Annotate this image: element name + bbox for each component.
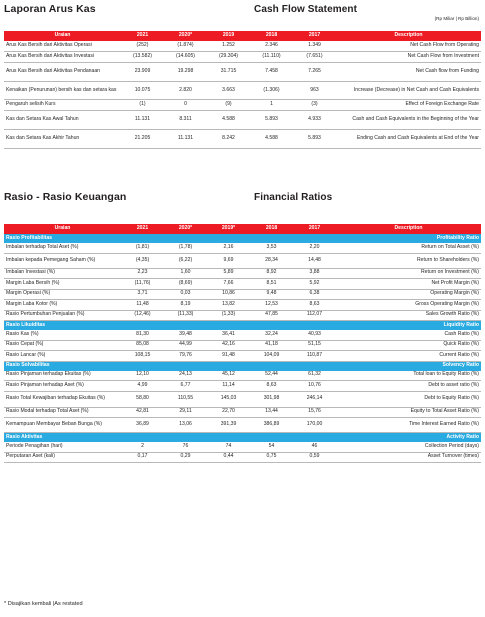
cell-value: 31.715 [207, 63, 250, 82]
column-header: 2020* [164, 224, 207, 234]
cell-value: 11.131 [121, 111, 164, 130]
cell-value: (11,33) [164, 310, 207, 321]
cell-value: 54 [250, 442, 293, 452]
table-row [4, 279, 481, 290]
cell-value: 29,11 [164, 407, 207, 418]
cell-value: 0,59 [293, 452, 336, 463]
cell-value: (12,46) [121, 310, 164, 321]
cell-value: 7,66 [207, 279, 250, 290]
cell-value: 2,23 [121, 268, 164, 279]
cell-value: (11.110) [250, 52, 293, 63]
cell-value: 11.131 [164, 130, 207, 149]
row-label: Rasio Modal terhadap Total Aset (%) [4, 407, 121, 418]
row-description: Operating Margin (%) [336, 289, 481, 300]
cell-value: (7.651) [293, 52, 336, 63]
ratios-body [4, 234, 481, 463]
cell-value: 14,48 [293, 253, 336, 268]
cell-value: 23.909 [121, 63, 164, 82]
row-label: Imbalan terhadap Total Aset (%) [4, 243, 121, 253]
column-header: Uraian [4, 31, 121, 41]
table-row [4, 330, 481, 340]
row-label: Kas dan Setara Kas Akhir Tahun [4, 130, 121, 149]
group-name-en: Solvency Ratio [336, 361, 481, 371]
row-label: Pengaruh selisih Kurs [4, 100, 121, 111]
table-row [4, 82, 481, 100]
row-description: Gross Operating Margin (%) [336, 300, 481, 311]
cell-value: 3,53 [250, 243, 293, 253]
row-label: Imbalan kepada Pemegang Saham (%) [4, 253, 121, 268]
table-row [4, 41, 481, 52]
cell-value: (4,35) [121, 253, 164, 268]
unit-note: (Rp Miliar | Rp Billion) [434, 16, 479, 21]
cell-value: 24,13 [164, 371, 207, 381]
cell-value: (1,81) [121, 243, 164, 253]
table-row [4, 452, 481, 463]
cell-value: 44,99 [164, 340, 207, 351]
row-description: Equity to Total Asset Ratio (%) [336, 407, 481, 418]
cell-value: 4.933 [293, 111, 336, 130]
ratios-table [4, 224, 481, 463]
cell-value: 8.242 [207, 130, 250, 149]
cell-value: (6,22) [164, 253, 207, 268]
table-row [4, 52, 481, 63]
row-description: Collection Period (days) [336, 442, 481, 452]
cell-value: 112,07 [293, 310, 336, 321]
table-row [4, 340, 481, 351]
cell-value: 10.075 [121, 82, 164, 100]
column-header: Description [336, 224, 481, 234]
cell-value: (13.582) [121, 52, 164, 63]
cell-value: 22,70 [207, 407, 250, 418]
cell-value: 5,92 [293, 279, 336, 290]
group-name-en: Liquidity Ratio [336, 321, 481, 331]
table-row [4, 351, 481, 362]
cell-value: 11,14 [207, 381, 250, 392]
table-row [4, 100, 481, 111]
cell-value: 28,34 [250, 253, 293, 268]
group-name-id: Rasio Solvabilitas [4, 361, 336, 371]
cell-value: 8,92 [250, 268, 293, 279]
cell-value: 1 [250, 100, 293, 111]
cell-value: 79,76 [164, 351, 207, 362]
ratio-group-header [4, 234, 481, 243]
row-description: Return to Shareholders (%) [336, 253, 481, 268]
cell-value: 9,69 [207, 253, 250, 268]
table-row [4, 289, 481, 300]
group-name-id: Rasio Likuiditas [4, 321, 336, 331]
table-row [4, 253, 481, 268]
table-row [4, 407, 481, 418]
cell-value: 1.252 [207, 41, 250, 52]
row-description: Quick Ratio (%) [336, 340, 481, 351]
ratios-header-row [4, 224, 481, 234]
cell-value: 0,03 [164, 289, 207, 300]
row-description: Current Ratio (%) [336, 351, 481, 362]
cell-value: 104,09 [250, 351, 293, 362]
row-description: Debt to asset ratio (%) [336, 381, 481, 392]
column-header: 2019 [207, 31, 250, 41]
group-name-id: Rasio Profitabilitas [4, 234, 336, 243]
cell-value: 3,88 [293, 268, 336, 279]
cell-value: 10,86 [207, 289, 250, 300]
ratio-group-header [4, 361, 481, 371]
cell-value: 3.663 [207, 82, 250, 100]
cell-value: 8.311 [164, 111, 207, 130]
group-name-id: Rasio Aktivitas [4, 433, 336, 443]
cell-value: 170,00 [293, 418, 336, 433]
row-description: Net Cash flow from Funding [336, 63, 481, 82]
cell-value: (1.874) [164, 41, 207, 52]
cell-value: 19.298 [164, 63, 207, 82]
cell-value: (8,69) [164, 279, 207, 290]
table-row [4, 243, 481, 253]
ratios-title-en: Financial Ratios [254, 192, 333, 203]
cell-value: 3,71 [121, 289, 164, 300]
cell-value: 386,89 [250, 418, 293, 433]
row-label: Margin Operasi (%) [4, 289, 121, 300]
cell-value: 12,10 [121, 371, 164, 381]
cell-value: (14.605) [164, 52, 207, 63]
cell-value: 39,48 [164, 330, 207, 340]
table-row [4, 130, 481, 149]
row-label: Margin Laba Bersih (%) [4, 279, 121, 290]
cell-value: (11,76) [121, 279, 164, 290]
cell-value: 2,20 [293, 243, 336, 253]
column-header: 2017 [293, 224, 336, 234]
cell-value: 32,24 [250, 330, 293, 340]
cell-value: 8,63 [250, 381, 293, 392]
cell-value: 91,48 [207, 351, 250, 362]
row-description: Debt to Equity Ratio (%) [336, 391, 481, 407]
table-row [4, 310, 481, 321]
cell-value: 8,19 [164, 300, 207, 311]
column-header: 2019* [207, 224, 250, 234]
cell-value: 6,38 [293, 289, 336, 300]
ratios-title-id: Rasio - Rasio Keuangan [4, 191, 127, 203]
cell-value: 42,16 [207, 340, 250, 351]
row-description: Ending Cash and Cash Equivalents at End of the Year [336, 130, 481, 149]
cell-value: (1.306) [250, 82, 293, 100]
cell-value: 45,12 [207, 371, 250, 381]
cell-value: 4.588 [207, 111, 250, 130]
cashflow-title-en: Cash Flow Statement [254, 4, 358, 15]
row-description: Net Cash Flow from Operating [336, 41, 481, 52]
row-label: Rasio Kas (%) [4, 330, 121, 340]
cell-value: 0 [164, 100, 207, 111]
cell-value: 21.205 [121, 130, 164, 149]
column-header: 2017 [293, 31, 336, 41]
cell-value: 13,44 [250, 407, 293, 418]
cell-value: (1) [121, 100, 164, 111]
cell-value: 40,93 [293, 330, 336, 340]
table-row [4, 442, 481, 452]
table-row [4, 418, 481, 433]
cell-value: 74 [207, 442, 250, 452]
cell-value: 246,14 [293, 391, 336, 407]
column-header: 2018 [250, 31, 293, 41]
cell-value: 391,39 [207, 418, 250, 433]
cell-value: 2,16 [207, 243, 250, 253]
table-row [4, 381, 481, 392]
table-row [4, 111, 481, 130]
footnote: * Disajikan kembali |As restated [4, 601, 83, 607]
row-label: Perputaran Aset (kali) [4, 452, 121, 463]
cell-value: 12,53 [250, 300, 293, 311]
table-row [4, 300, 481, 311]
cell-value: 4.588 [250, 130, 293, 149]
cell-value: 963 [293, 82, 336, 100]
cell-value: 10,76 [293, 381, 336, 392]
row-description: Asset Turnover (times) [336, 452, 481, 463]
row-label: Kas dan Setara Kas Awal Tahun [4, 111, 121, 130]
cell-value: 5.893 [293, 130, 336, 149]
cell-value: (1,33) [207, 310, 250, 321]
cell-value: 8,51 [250, 279, 293, 290]
cell-value: 6,77 [164, 381, 207, 392]
cell-value: 2 [121, 442, 164, 452]
ratio-group-header [4, 321, 481, 331]
cell-value: 41,18 [250, 340, 293, 351]
cell-value: (3) [293, 100, 336, 111]
row-label: Rasio Lancar (%) [4, 351, 121, 362]
table-row [4, 63, 481, 82]
cell-value: (1,78) [164, 243, 207, 253]
cell-value: 108,15 [121, 351, 164, 362]
row-label: Periode Penagihan (hari) [4, 442, 121, 452]
cell-value: 1.349 [293, 41, 336, 52]
cashflow-header-row [4, 31, 481, 41]
cell-value: (9) [207, 100, 250, 111]
row-description: Return on Investment (%) [336, 268, 481, 279]
cashflow-table [4, 31, 481, 149]
cell-value: 110,87 [293, 351, 336, 362]
group-name-en: Activity Ratio [336, 433, 481, 443]
row-label: Kemampuan Membayar Beban Bunga (%) [4, 418, 121, 433]
row-label: Arus Kas Bersih dari Aktivitas Operasi [4, 41, 121, 52]
column-header: Description [336, 31, 481, 41]
group-name-en: Profitability Ratio [336, 234, 481, 243]
row-description: Net Cash Flow from Investment [336, 52, 481, 63]
row-description: Effect of Foreign Exchange Rate [336, 100, 481, 111]
cell-value: 61,32 [293, 371, 336, 381]
cell-value: 1,60 [164, 268, 207, 279]
row-label: Arus Kas Bersih dari Aktivitas Pendanaan [4, 63, 121, 82]
cashflow-title-id: Laporan Arus Kas [4, 3, 96, 15]
cell-value: 47,85 [250, 310, 293, 321]
cell-value: 11,48 [121, 300, 164, 311]
row-label: Rasio Total Kewajiban terhadap Ekuitas (%) [4, 391, 121, 407]
cell-value: 51,15 [293, 340, 336, 351]
cell-value: 81,30 [121, 330, 164, 340]
table-row [4, 391, 481, 407]
row-label: Rasio Pinjaman terhadap Ekuitas (%) [4, 371, 121, 381]
cell-value: 5.893 [250, 111, 293, 130]
cell-value: 2.346 [250, 41, 293, 52]
row-label: Imbalan Investasi (%) [4, 268, 121, 279]
table-row [4, 371, 481, 381]
cell-value: 4,99 [121, 381, 164, 392]
row-description: Total loan to Equity Ratio (%) [336, 371, 481, 381]
row-label: Kenaikan (Penurunan) bersih kas dan setara kas [4, 82, 121, 100]
cell-value: 52,44 [250, 371, 293, 381]
column-header: 2021 [121, 31, 164, 41]
row-description: Cash Ratio (%) [336, 330, 481, 340]
cell-value: 8,63 [293, 300, 336, 311]
cell-value: 110,55 [164, 391, 207, 407]
row-description: Return on Total Asset (%) [336, 243, 481, 253]
row-label: Rasio Pertumbuhan Penjualan (%) [4, 310, 121, 321]
cell-value: 76 [164, 442, 207, 452]
row-description: Sales Growth Ratio (%) [336, 310, 481, 321]
row-label: Margin Laba Kotor (%) [4, 300, 121, 311]
cell-value: 7.458 [250, 63, 293, 82]
cell-value: 0,17 [121, 452, 164, 463]
cell-value: (252) [121, 41, 164, 52]
cell-value: 15,76 [293, 407, 336, 418]
cell-value: 36,89 [121, 418, 164, 433]
table-row [4, 268, 481, 279]
cell-value: 145,03 [207, 391, 250, 407]
row-description: Cash and Cash Equivalents in the Beginning of the Year [336, 111, 481, 130]
row-label: Rasio Cepat (%) [4, 340, 121, 351]
row-label: Arus Kas Bersih dari Aktivitas Investasi [4, 52, 121, 63]
row-description: Net Profit Margin (%) [336, 279, 481, 290]
cell-value: 9,48 [250, 289, 293, 300]
cell-value: 0,29 [164, 452, 207, 463]
ratio-group-header [4, 433, 481, 443]
cell-value: 5,89 [207, 268, 250, 279]
cell-value: 301,98 [250, 391, 293, 407]
cell-value: 7.265 [293, 63, 336, 82]
cell-value: 2.820 [164, 82, 207, 100]
cell-value: 42,81 [121, 407, 164, 418]
cell-value: 85,08 [121, 340, 164, 351]
column-header: 2018 [250, 224, 293, 234]
row-label: Rasio Pinjaman terhadap Aset (%) [4, 381, 121, 392]
cashflow-body [4, 41, 481, 149]
cell-value: 13,82 [207, 300, 250, 311]
cell-value: (29.304) [207, 52, 250, 63]
column-header: Uraian [4, 224, 121, 234]
cell-value: 58,80 [121, 391, 164, 407]
cell-value: 13,06 [164, 418, 207, 433]
column-header: 2020* [164, 31, 207, 41]
cell-value: 0,75 [250, 452, 293, 463]
column-header: 2021 [121, 224, 164, 234]
cell-value: 0,44 [207, 452, 250, 463]
cell-value: 46 [293, 442, 336, 452]
row-description: Time Interest Earned Ratio (%) [336, 418, 481, 433]
row-description: Increase (Decrease) in Net Cash and Cash Equivalents [336, 82, 481, 100]
cell-value: 36,41 [207, 330, 250, 340]
